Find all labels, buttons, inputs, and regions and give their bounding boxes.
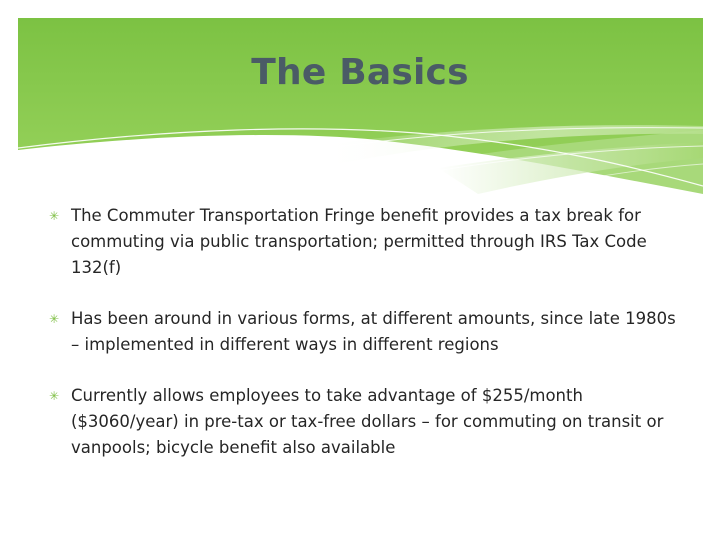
header-band <box>18 18 703 200</box>
bullet-text: Currently allows employees to take advantage of $255/month ($3060/year) in pre-tax or tax-free dollars – for commuting on transit or vanpools; bicycle benefit also available <box>71 386 664 457</box>
asterisk-bullet-icon: ✳ <box>49 209 60 223</box>
bullet-item <box>44 203 684 281</box>
bullet-item <box>44 306 684 358</box>
bullet-list <box>44 203 684 486</box>
asterisk-bullet-icon: ✳ <box>49 389 60 403</box>
bullet-item <box>44 383 684 461</box>
header-wave-decoration <box>18 18 703 200</box>
asterisk-bullet-icon: ✳ <box>49 312 60 326</box>
slide-title: The Basics <box>251 52 469 93</box>
bullet-text: Has been around in various forms, at different amounts, since late 1980s – implemented in different ways in different regions <box>71 309 676 354</box>
bullet-text: The Commuter Transportation Fringe benefit provides a tax break for commuting via public transportation; permitted through IRS Tax Code 132(f) <box>71 206 647 277</box>
